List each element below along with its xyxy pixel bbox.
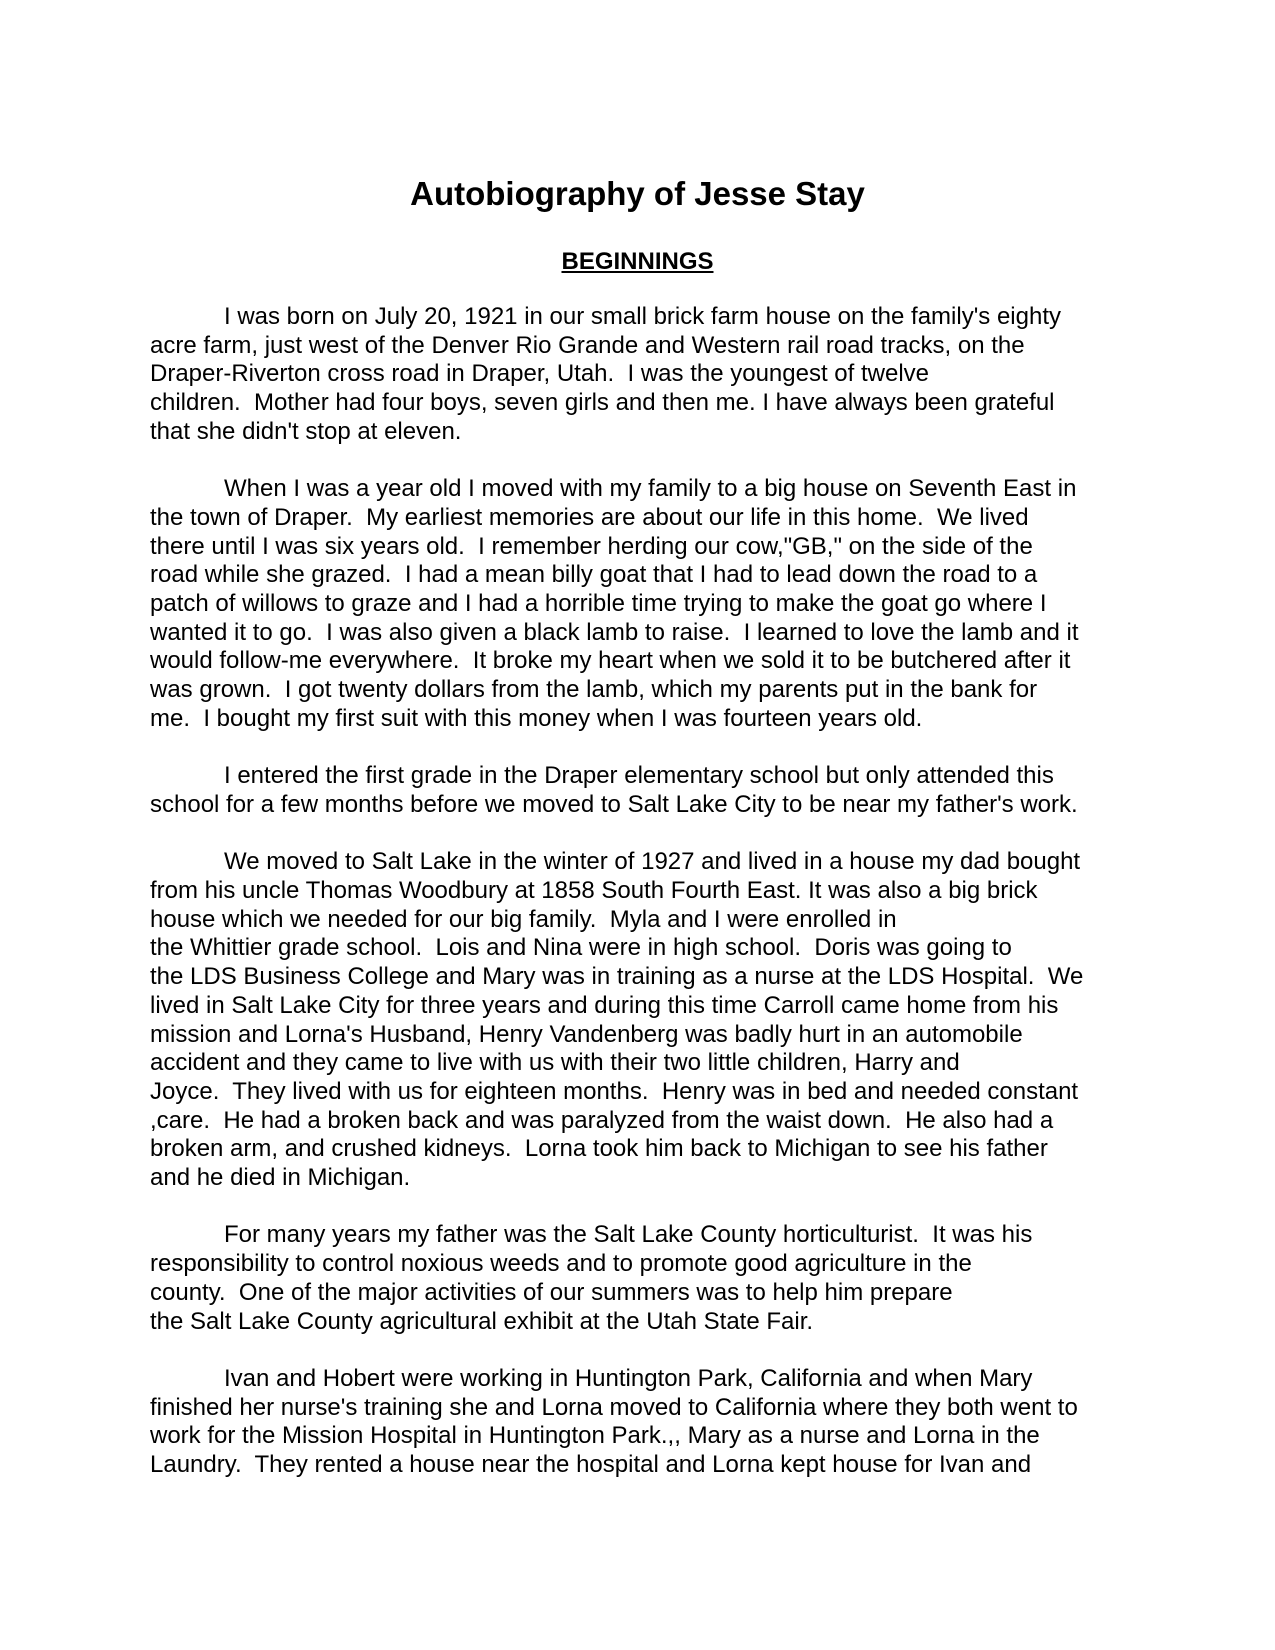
paragraph-line: was grown. I got twenty dollars from the lamb, which my parents put in the bank for — [150, 676, 1038, 704]
paragraph — [150, 475, 1150, 733]
paragraph-line: I entered the first grade in the Draper elementary school but only attended this — [224, 762, 1054, 790]
paragraph-line: When I was a year old I moved with my family to a big house on Seventh East in — [224, 475, 1077, 503]
paragraph-line: the LDS Business College and Mary was in training as a nurse at the LDS Hospital. We — [150, 963, 1084, 991]
paragraph-line: would follow-me everywhere. It broke my heart when we sold it to be butchered after it — [150, 647, 1071, 675]
paragraph-line: accident and they came to live with us with their two little children, Harry and — [150, 1049, 960, 1077]
paragraph-line: from his uncle Thomas Woodbury at 1858 South Fourth East. It was also a big brick — [150, 877, 1038, 905]
paragraph-line: lived in Salt Lake City for three years and during this time Carroll came home from his — [150, 991, 1059, 1019]
paragraph-line: Draper-Riverton cross road in Draper, Utah. I was the youngest of twelve — [150, 360, 930, 388]
paragraph — [150, 1365, 1150, 1480]
paragraph-line: school for a few months before we moved to Salt Lake City to be near my father's work. — [150, 790, 1078, 818]
paragraph-line: responsibility to control noxious weeds and to promote good agriculture in the — [150, 1250, 972, 1278]
paragraph-line: the town of Draper. My earliest memories are about our life in this home. We lived — [150, 503, 1029, 531]
paragraph-line: the Salt Lake County agricultural exhibit at the Utah State Fair. — [150, 1307, 814, 1335]
paragraph-line: Laundry. They rented a house near the hospital and Lorna kept house for Ivan and — [150, 1451, 1032, 1479]
paragraph-line: mission and Lorna's Husband, Henry Vandenberg was badly hurt in an automobile — [150, 1020, 1023, 1048]
paragraph-line: wanted it to go. I was also given a black lamb to raise. I learned to love the lamb and it — [150, 618, 1079, 646]
document-title: Autobiography of Jesse Stay — [410, 175, 865, 212]
section-heading: BEGINNINGS — [561, 248, 714, 275]
paragraph-line: Joyce. They lived with us for eighteen months. Henry was in bed and needed constant — [150, 1077, 1079, 1105]
paragraph-line: For many years my father was the Salt Lake County horticulturist. It was his — [224, 1221, 1033, 1249]
paragraph-line: and he died in Michigan. — [150, 1164, 411, 1192]
paragraph-line: I was born on July 20, 1921 in our small brick farm house on the family's eighty — [224, 303, 1061, 330]
paragraph-line: house which we needed for our big family. Myla and I were enrolled in — [150, 905, 897, 933]
paragraph-line: We moved to Salt Lake in the winter of 1927 and lived in a house my dad bought — [224, 848, 1081, 876]
paragraph-line: finished her nurse's training she and Lorna moved to California where they both went to — [150, 1393, 1078, 1421]
paragraph-line: county. One of the major activities of our summers was to help him prepare — [150, 1278, 953, 1306]
paragraph-line: patch of willows to graze and I had a horrible time trying to make the goat go where I — [150, 590, 1047, 618]
paragraph — [150, 303, 1150, 447]
paragraph-line: children. Mother had four boys, seven girls and then me. I have always been grateful — [150, 389, 1055, 417]
paragraph — [150, 1221, 1150, 1336]
paragraph-line: acre farm, just west of the Denver Rio Grande and Western rail road tracks, on the — [150, 331, 1025, 359]
paragraph-line: broken arm, and crushed kidneys. Lorna took him back to Michigan to see his father — [150, 1135, 1048, 1163]
paragraph-line: the Whittier grade school. Lois and Nina were in high school. Doris was going to — [150, 934, 1012, 962]
paragraph-line: work for the Mission Hospital in Huntington Park.,, Mary as a nurse and Lorna in the — [150, 1422, 1040, 1450]
paragraph-line: ,care. He had a broken back and was paralyzed from the waist down. He also had a — [150, 1106, 1054, 1134]
paragraph-line: me. I bought my first suit with this money when I was fourteen years old. — [150, 704, 923, 732]
paragraph-line: that she didn't stop at eleven. — [150, 417, 462, 445]
paragraph-line: Ivan and Hobert were working in Huntington Park, California and when Mary — [224, 1364, 1033, 1392]
paragraph — [150, 848, 1150, 1192]
paragraph-line: road while she grazed. I had a mean billy goat that I had to lead down the road to a — [150, 561, 1038, 589]
paragraph — [150, 762, 1150, 819]
document-body — [150, 303, 1150, 1508]
paragraph-line: there until I was six years old. I remember herding our cow,"GB," on the side of the — [150, 532, 1033, 560]
